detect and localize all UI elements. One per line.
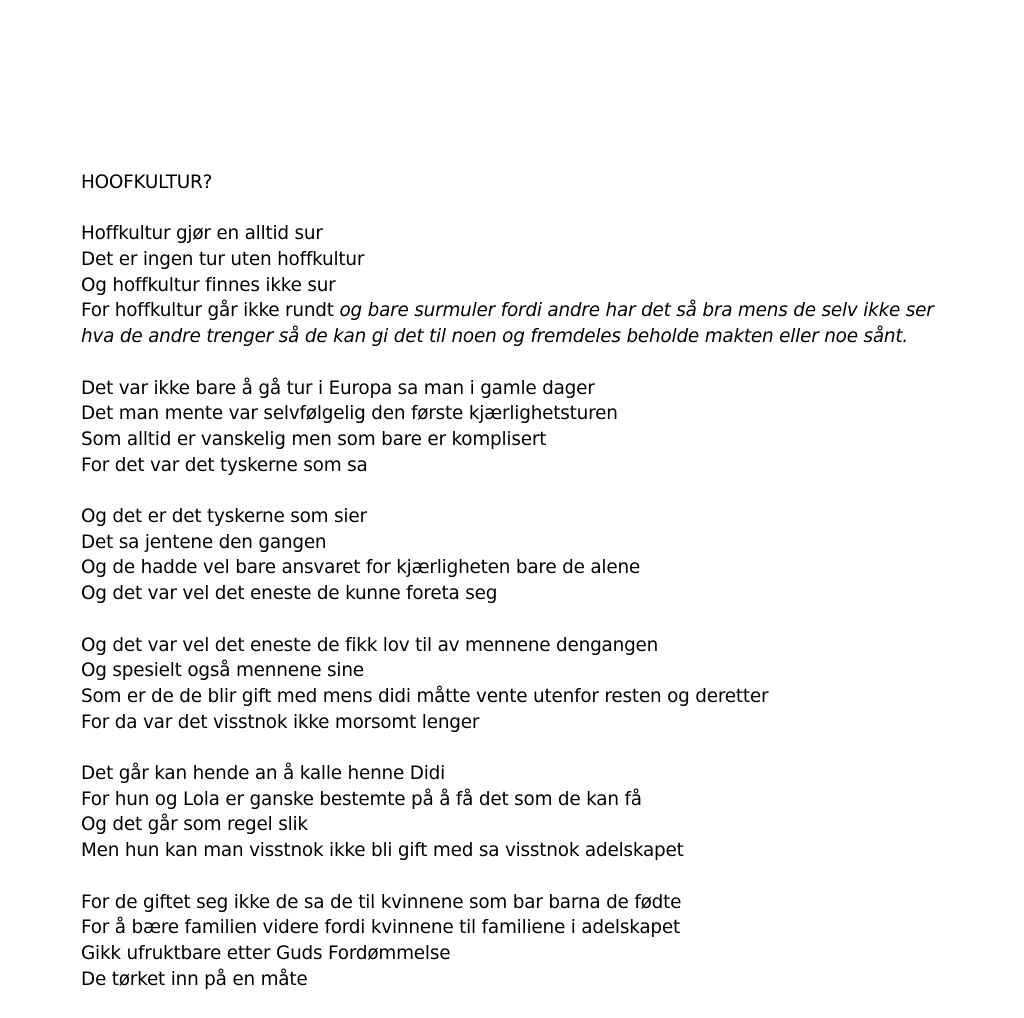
poem-line: Og det er det tyskerne som sier [81, 506, 367, 528]
poem-line: Det sa jentene den gangen [81, 531, 327, 553]
stanza-3 [81, 504, 961, 607]
poem-line: Som alltid er vanskelig men som bare er komplisert [81, 428, 547, 450]
poem-line: For det var det tyskerne som sa [81, 454, 368, 476]
poem-line: Og spesielt også mennene sine [81, 660, 364, 682]
poem-line: For å bære familien videre fordi kvinnene til familiene i adelskapet [81, 917, 681, 939]
poem-line: Det går kan hende an å kalle henne Didi [81, 763, 445, 785]
poem-line: Som er de de blir gift med mens didi måtte vente utenfor resten og deretter [81, 685, 769, 707]
poem-line-italic-part: og bare surmuler fordi andre har det så bra mens de selv ikke ser hva de andre trenger så de kan gi det til noen og fremdeles beholde makten eller noe sånt. [81, 300, 934, 348]
poem-page [81, 170, 961, 1018]
poem-line: Det er ingen tur uten hoffkultur [81, 249, 365, 271]
poem-line: Og det går som regel slik [81, 814, 308, 836]
stanza-2 [81, 376, 961, 479]
poem-line: Hoffkultur gjør en alltid sur [81, 223, 323, 245]
poem-line: Det var ikke bare å gå tur i Europa sa man i gamle dager [81, 377, 595, 399]
stanza-1 [81, 221, 961, 350]
poem-title: HOOFKULTUR? [81, 172, 213, 193]
poem-line: For hun og Lola er ganske bestemte på å få det som de kan få [81, 788, 642, 810]
poem-line: Og det var vel det eneste de fikk lov til av mennene dengangen [81, 634, 659, 656]
poem-line: Det man mente var selvfølgelig den første kjærlighetsturen [81, 403, 618, 425]
poem-line: For da var det visstnok ikke morsomt lenger [81, 711, 480, 733]
stanza-5 [81, 761, 961, 864]
poem-line: Men hun kan man visstnok ikke bli gift med sa visstnok adelskapet [81, 840, 684, 862]
poem-line: De tørket inn på en måte [81, 968, 308, 990]
stanza-6 [81, 890, 961, 993]
poem-line: For de giftet seg ikke de sa de til kvinnene som bar barna de fødte [81, 891, 682, 913]
poem-line-regular-part: For hoffkultur går ikke rundt [81, 300, 340, 322]
stanza-4 [81, 633, 961, 736]
poem-line-mixed [81, 298, 961, 349]
poem-line: Og det var vel det eneste de kunne foreta seg [81, 583, 498, 605]
poem-line: Og hoffkultur finnes ikke sur [81, 274, 336, 296]
poem-line: Gikk ufruktbare etter Guds Fordømmelse [81, 942, 451, 964]
poem-line: Og de hadde vel bare ansvaret for kjærligheten bare de alene [81, 557, 641, 579]
spacer [81, 196, 961, 222]
